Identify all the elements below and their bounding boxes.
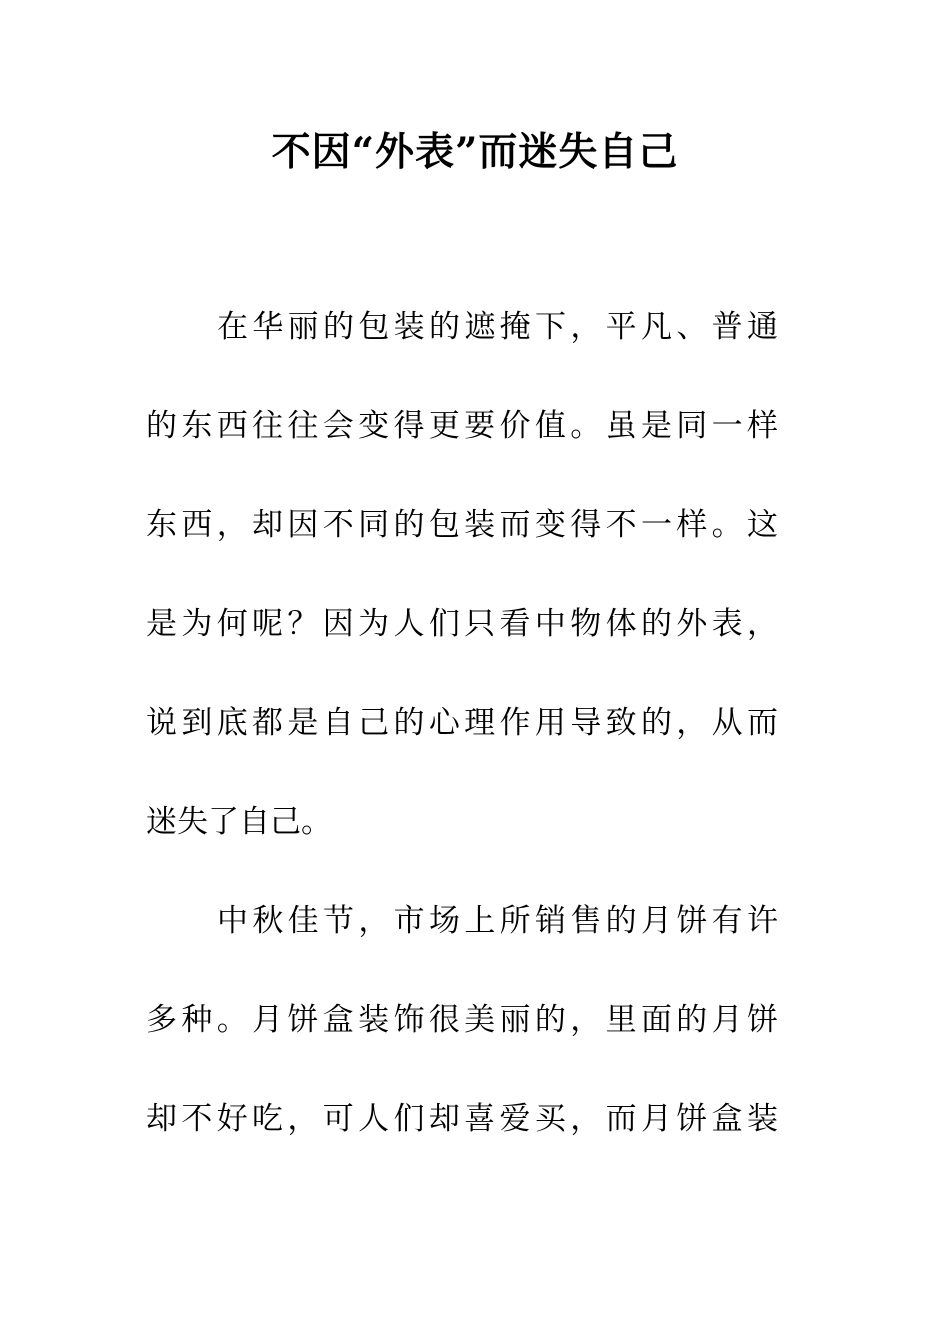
document-title: 不因“外表”而迷失自己 xyxy=(271,129,679,175)
paragraph-line: 中秋佳节，市场上所销售的月饼有许 xyxy=(217,903,778,939)
paragraph-line: 在华丽的包装的遮掩下，平凡、普通 xyxy=(217,309,778,345)
paragraph-line: 却不好吃，可人们却喜爱买，而月饼盒装 xyxy=(146,1101,778,1137)
paragraph-line: 的东西往往会变得更要价值。虽是同一样 xyxy=(146,408,778,444)
document-body xyxy=(146,296,778,1187)
paragraph-line: 是为何呢？因为人们只看中物体的外表， xyxy=(146,606,778,642)
paragraph-line: 迷失了自己。 xyxy=(146,804,332,840)
paragraph-line: 东西，却因不同的包装而变得不一样。这 xyxy=(146,507,778,543)
paragraph-line: 多种。月饼盒装饰很美丽的，里面的月饼 xyxy=(146,1002,778,1038)
paragraph-line: 说到底都是自己的心理作用导致的，从而 xyxy=(146,705,778,741)
